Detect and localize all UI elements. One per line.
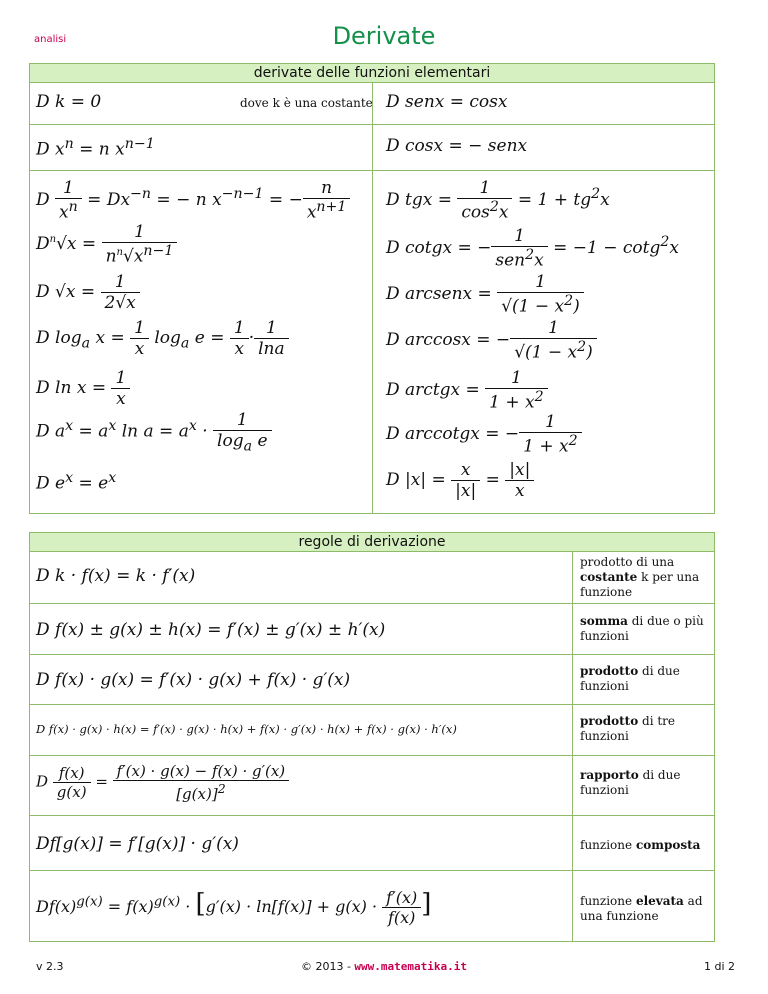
formula-ln: D ln x = $\frac{1}{x}$ bbox=[36, 368, 130, 409]
column-divider bbox=[372, 82, 373, 514]
rule-desc: prodotto di una costante k per una funzione bbox=[580, 555, 700, 599]
page-title: Derivate bbox=[332, 22, 436, 50]
section-label: analisi bbox=[34, 34, 67, 45]
row-divider bbox=[29, 654, 715, 655]
formula-sqrt: D √x = $\frac{1}{2√x}$ bbox=[36, 272, 140, 313]
rule-desc: somma di due o più funzioni bbox=[580, 614, 704, 643]
formula-power: D $x^n = n$ $x^{n-1}$ bbox=[36, 136, 155, 160]
column-divider bbox=[572, 551, 573, 942]
formula-arctg: D arctgx = $\frac{1}{1 + x^2}$ bbox=[386, 368, 548, 413]
row-divider bbox=[29, 870, 715, 871]
rule-quotient: D $\frac{f(x)}{g(x)}$ = $\frac{f'(x) \cdot g(x) - f(x) \cdot g'(x)}{[g(x)]^2}$ bbox=[36, 762, 289, 803]
formula-nth-root: $D^n√x$ = $\frac{1}{n^n√x^{n-1}}$ bbox=[36, 222, 177, 267]
formula-exp-e: D $e^x = e^x$ bbox=[36, 470, 117, 494]
rule-sum: D f(x) ± g(x) ± h(x) = f′(x) ± g′(x) ± h′(x) bbox=[36, 620, 386, 640]
row-divider bbox=[29, 755, 715, 756]
formula-sen: D senx = cosx bbox=[386, 92, 508, 112]
rule-desc: prodotto di tre funzioni bbox=[580, 714, 676, 743]
formula-cos: D cosx = − senx bbox=[386, 136, 528, 156]
page-number: 1 di 2 bbox=[703, 960, 735, 973]
rule-desc: rapporto di due funzioni bbox=[580, 768, 681, 797]
row-divider bbox=[29, 170, 715, 171]
rule-constant-product: D k · f(x) = k · f′(x) bbox=[36, 566, 196, 586]
formula-reciprocal-power: D $\frac{1}{x^n}$ = $Dx^{-n}$ = − n $x^{-n-1}$ = − $\frac{n}{x^{n+1}}$ bbox=[36, 178, 350, 223]
formula-cotg: D cotgx = − $\frac{1}{sen^2x}$ = −1 − cotg$^2$x bbox=[386, 226, 679, 271]
formula-constant: D k = 0 bbox=[36, 92, 102, 112]
rule-power-function: $Df(x)^{g(x)} = f(x)^{g(x)} \cdot [g'(x) \cdot \ln[f(x)] + g(x)$ · $\frac{f'(x)}{f(x)}$ ] bbox=[36, 888, 432, 927]
formula-arccos: D arccosx = − $\frac{1}{√(1 - x^2)}$ bbox=[386, 318, 597, 363]
rules-table bbox=[29, 551, 715, 942]
rule-composite: Df[g(x)] = f′[g(x)] · g′(x) bbox=[36, 834, 239, 854]
rule-desc: funzione elevata ad una funzione bbox=[580, 894, 703, 923]
formula-log: D $\log_a x$ = $\frac{1}{x}$ $\log_a e$ = $\frac{1}{x}$ · $\frac{1}{\ln a}$ bbox=[36, 318, 289, 359]
formula-abs: D |x| = $\frac{x}{|x|}$ = $\frac{|x|}{x}$ bbox=[386, 460, 534, 501]
rule-product-three: D f(x) · g(x) · h(x) = f′(x) · g(x) · h(x) + f(x) · g′(x) · h(x) + f(x) · g(x) · h′(x) bbox=[36, 722, 457, 736]
row-divider bbox=[29, 704, 715, 705]
formula-exp-a: D $a^x = a^x$ $\ln a = a^x$ · $\frac{1}{\log_a e}$ bbox=[36, 410, 272, 454]
elementary-heading: derivate delle funzioni elementari bbox=[29, 63, 715, 83]
rule-desc: funzione composta bbox=[580, 838, 701, 852]
row-divider bbox=[29, 603, 715, 604]
rules-heading: regole di derivazione bbox=[29, 532, 715, 552]
formula-arccotg: D arccotgx = − $\frac{1}{1 + x^2}$ bbox=[386, 412, 582, 457]
constant-note: dove k è una costante bbox=[240, 96, 373, 110]
footer-copyright: © 2013 - www.matematika.it bbox=[300, 960, 468, 973]
version-label: v 2.3 bbox=[36, 960, 64, 973]
formula-arcsen: D arcsenx = $\frac{1}{√(1 - x^2)}$ bbox=[386, 272, 584, 317]
row-divider bbox=[29, 124, 715, 125]
rule-desc: prodotto di due funzioni bbox=[580, 664, 680, 693]
site-link[interactable]: www.matematika.it bbox=[354, 960, 468, 973]
formula-tg: D tgx = $\frac{1}{\cos^2x}$ = $1 + tg^2x$ bbox=[386, 178, 610, 223]
row-divider bbox=[29, 815, 715, 816]
rule-product-two: D f(x) · g(x) = f′(x) · g(x) + f(x) · g′(x) bbox=[36, 670, 351, 690]
